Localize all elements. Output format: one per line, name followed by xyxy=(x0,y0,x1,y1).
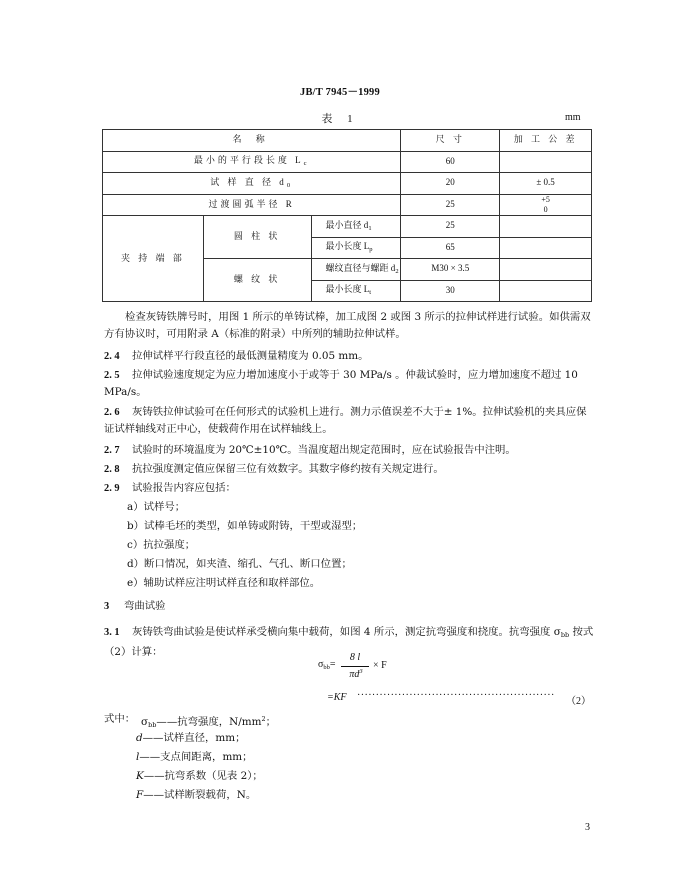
standard-header: JB/T 7945－1999 xyxy=(300,87,380,98)
formula-denominator: $\pi d^3$ xyxy=(349,668,363,680)
grip-label: 夹 持 端 部 xyxy=(103,216,204,302)
tol-lower: 0 xyxy=(543,204,548,214)
formula-line2: =KF xyxy=(327,692,347,703)
fraction-bar xyxy=(341,666,369,667)
definition-item: l——支点间距离，mm； xyxy=(136,751,253,763)
list-item: a）试样号； xyxy=(127,501,186,513)
table-header-row xyxy=(103,130,592,152)
thread-label: 螺 纹 状 xyxy=(203,259,311,302)
row-size: 20 xyxy=(401,173,500,195)
row-tolerance xyxy=(500,237,592,259)
formula-leader: ····················································· xyxy=(357,690,555,701)
formula-lhs: $\sigma_{bb}=$ xyxy=(318,659,336,671)
definition-item: d——试样直径，mm； xyxy=(136,732,246,744)
page-number: 3 xyxy=(585,822,590,833)
clause-2-7: 2. 7 试验时的环境温度为 20℃±10℃。当温度超出规定范围时，应在试验报告中注明。 xyxy=(104,444,516,456)
row-name: 螺纹直径与螺距 $d_2$ xyxy=(311,259,401,281)
list-item: b）试棒毛坯的类型，如单铸或附铸，干型或湿型； xyxy=(127,520,363,532)
col-header-tolerance: 加 工 公 差 xyxy=(500,130,592,152)
spec-table xyxy=(102,129,592,302)
row-name: 过渡圆弧半径 R xyxy=(103,194,401,216)
row-size: 25 xyxy=(401,194,500,216)
row-size: M30 × 3.5 xyxy=(401,259,500,281)
col-header-size: 尺 寸 xyxy=(401,130,500,152)
clause-2-8: 2. 8 抗拉强度测定值应保留三位有效数字。其数字修约按有关规定进行。 xyxy=(104,463,444,475)
section-3-heading: 3 弯曲试验 xyxy=(104,600,166,612)
row-tolerance xyxy=(500,194,592,216)
formula-times-f: × F xyxy=(373,660,387,671)
clause-2-5: 2. 5 拉伸试验速度规定为应力增加速度小于或等于 30 MPa/s 。仲裁试验时，应力增加速度不超过 10 MPa/s。 xyxy=(104,369,578,398)
row-tolerance xyxy=(500,216,592,238)
table-unit: mm xyxy=(565,112,581,123)
row-name: 最小长度 $L_p$ xyxy=(311,237,401,259)
table-caption: 表 1 xyxy=(321,113,359,125)
row-tolerance: ± 0.5 xyxy=(500,173,592,195)
list-item: e）辅助试样应注明试样直径和取样部位。 xyxy=(127,577,321,589)
definition-item: K——抗弯系数（见表 2）； xyxy=(136,770,263,782)
row-tolerance xyxy=(500,259,592,281)
row-size: 60 xyxy=(401,151,500,173)
list-item: c）抗拉强度； xyxy=(127,539,196,551)
where-label: 式中： xyxy=(104,713,136,725)
definition-item: F——试样断裂载荷，N。 xyxy=(136,789,257,801)
row-name: 最小直径 $d_1$ xyxy=(311,216,401,238)
row-name: 最小的平行段长度 $L_c$ xyxy=(103,151,401,173)
row-name: 试 样 直 径 $d_0$ xyxy=(103,173,401,195)
row-size: 30 xyxy=(401,280,500,302)
tol-upper: +5 xyxy=(541,194,550,204)
row-size: 65 xyxy=(401,237,500,259)
clause-2-6: 2. 6 灰铸铁拉伸试验可在任何形式的试验机上进行。测力示值误差不大于± 1%。拉伸试验机的夹具应保证试样轴线对正中心，使载荷作用在试样轴线上。 xyxy=(104,406,587,435)
row-size: 25 xyxy=(401,216,500,238)
definition-item: $\sigma_{bb}——$抗弯强度，$N/mm^2$； xyxy=(141,715,276,729)
formula-numerator: 8 l xyxy=(349,652,361,663)
cylinder-label: 圆 柱 状 xyxy=(203,216,311,259)
table-row xyxy=(103,173,592,195)
table-row xyxy=(103,216,592,238)
list-item: d）断口情况，如夹渣、缩孔、气孔、断口位置； xyxy=(127,558,352,570)
row-name: 最小长度 $L_t$ xyxy=(311,280,401,302)
clause-2-9: 2. 9 试验报告内容应包括： xyxy=(104,482,236,494)
clause-2-4: 2. 4 拉伸试样平行段直径的最低测量精度为 0.05 mm。 xyxy=(104,350,369,362)
table-row xyxy=(103,194,592,216)
col-header-name: 名 称 xyxy=(103,130,401,152)
row-tolerance xyxy=(500,280,592,302)
table-row xyxy=(103,151,592,173)
row-tolerance xyxy=(500,151,592,173)
paragraph-intro: 检查灰铸铁牌号时，用图 1 所示的单铸试棒，加工成图 2 或图 3 所示的拉伸试样进行试验。如供需双方有协议时，可用附录 A（标准的附录）中所列的辅助拉伸试样。 xyxy=(104,311,591,340)
formula-number: （2） xyxy=(566,696,591,707)
clause-3-1: 3. 1 灰铸铁弯曲试验是使试样承受横向集中载荷，如图 4 所示，测定抗弯强度和挠度。抗弯强度 $\sigma_{bb}$ 按式（2）计算： xyxy=(104,626,594,658)
